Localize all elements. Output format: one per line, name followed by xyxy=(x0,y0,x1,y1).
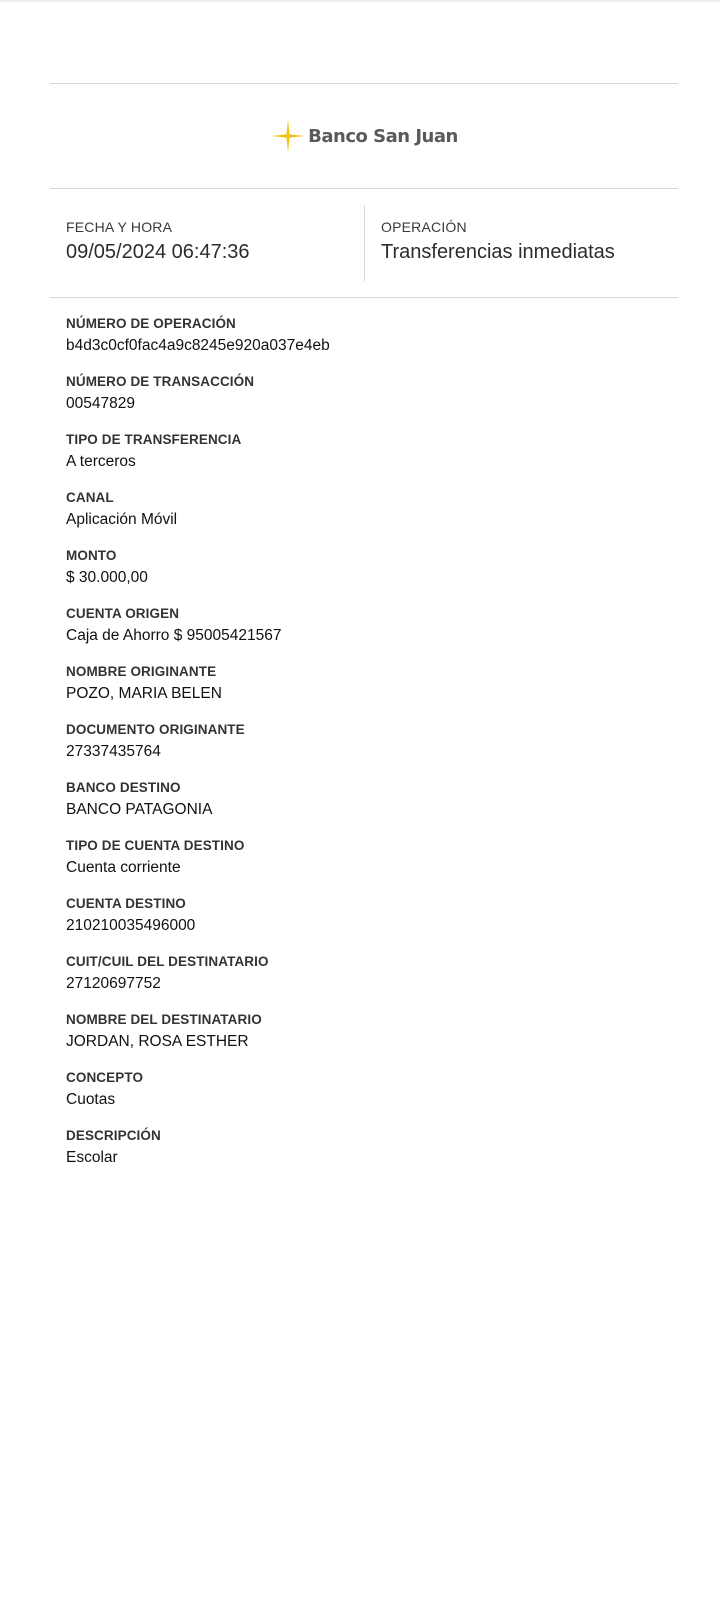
field-value: 210210035496000 xyxy=(66,917,196,934)
field-value: Cuenta corriente xyxy=(66,859,181,876)
field-label: CUIT/CUIL DEL DESTINATARIO xyxy=(66,954,269,969)
field-value: 00547829 xyxy=(66,395,135,412)
field-value: Caja de Ahorro $ 95005421567 xyxy=(66,627,282,644)
field-label: NOMBRE ORIGINANTE xyxy=(66,664,217,679)
field-recipient-cuit xyxy=(66,952,678,1010)
field-label: BANCO DESTINO xyxy=(66,780,181,795)
operation-label: OPERACIÓN xyxy=(381,219,467,235)
datetime-label: FECHA Y HORA xyxy=(66,219,173,235)
field-label: CONCEPTO xyxy=(66,1070,144,1085)
star-icon xyxy=(270,118,306,154)
field-label: NÚMERO DE TRANSACCIÓN xyxy=(66,374,255,389)
field-recipient-name xyxy=(66,1010,678,1068)
field-value: POZO, MARIA BELEN xyxy=(66,685,222,702)
field-label: NOMBRE DEL DESTINATARIO xyxy=(66,1012,262,1027)
field-label: CUENTA DESTINO xyxy=(66,896,186,911)
field-label: NÚMERO DE OPERACIÓN xyxy=(66,316,236,331)
detail-fields xyxy=(50,298,678,1184)
field-label: MONTO xyxy=(66,548,117,563)
field-value: b4d3c0cf0fac4a9c8245e920a037e4eb xyxy=(66,337,330,354)
field-label: TIPO DE CUENTA DESTINO xyxy=(66,838,245,853)
field-destination-account-type xyxy=(66,836,678,894)
field-value: Aplicación Móvil xyxy=(66,511,178,528)
summary-row xyxy=(50,189,678,297)
field-value: Escolar xyxy=(66,1149,118,1166)
field-transaction-number xyxy=(66,372,678,430)
operation-value: Transferencias inmediatas xyxy=(381,241,615,263)
field-destination-account xyxy=(66,894,678,952)
logo-row xyxy=(50,84,678,188)
field-value: A terceros xyxy=(66,453,136,470)
field-amount xyxy=(66,546,678,604)
field-concept xyxy=(66,1068,678,1126)
field-operation-number xyxy=(66,314,678,372)
field-label: DOCUMENTO ORIGINANTE xyxy=(66,722,245,737)
field-value: 27120697752 xyxy=(66,975,161,992)
field-value: BANCO PATAGONIA xyxy=(66,801,213,818)
datetime-value: 09/05/2024 06:47:36 xyxy=(66,241,250,263)
bank-logo xyxy=(270,118,458,154)
field-label: CANAL xyxy=(66,490,114,505)
datetime-cell xyxy=(50,205,364,281)
field-origin-account xyxy=(66,604,678,662)
field-value: Cuotas xyxy=(66,1091,116,1108)
field-originator-document xyxy=(66,720,678,778)
field-destination-bank xyxy=(66,778,678,836)
field-value: $ 30.000,00 xyxy=(66,569,148,586)
field-label: TIPO DE TRANSFERENCIA xyxy=(66,432,242,447)
field-channel xyxy=(66,488,678,546)
bank-name: Banco San Juan xyxy=(308,125,458,147)
top-shadow xyxy=(0,0,720,3)
field-description xyxy=(66,1126,678,1184)
field-label: CUENTA ORIGEN xyxy=(66,606,180,621)
field-label: DESCRIPCIÓN xyxy=(66,1128,161,1143)
field-originator-name xyxy=(66,662,678,720)
field-transfer-type xyxy=(66,430,678,488)
field-value: 27337435764 xyxy=(66,743,161,760)
transfer-receipt xyxy=(50,83,678,1184)
operation-cell xyxy=(364,205,678,281)
field-value: JORDAN, ROSA ESTHER xyxy=(66,1033,249,1050)
